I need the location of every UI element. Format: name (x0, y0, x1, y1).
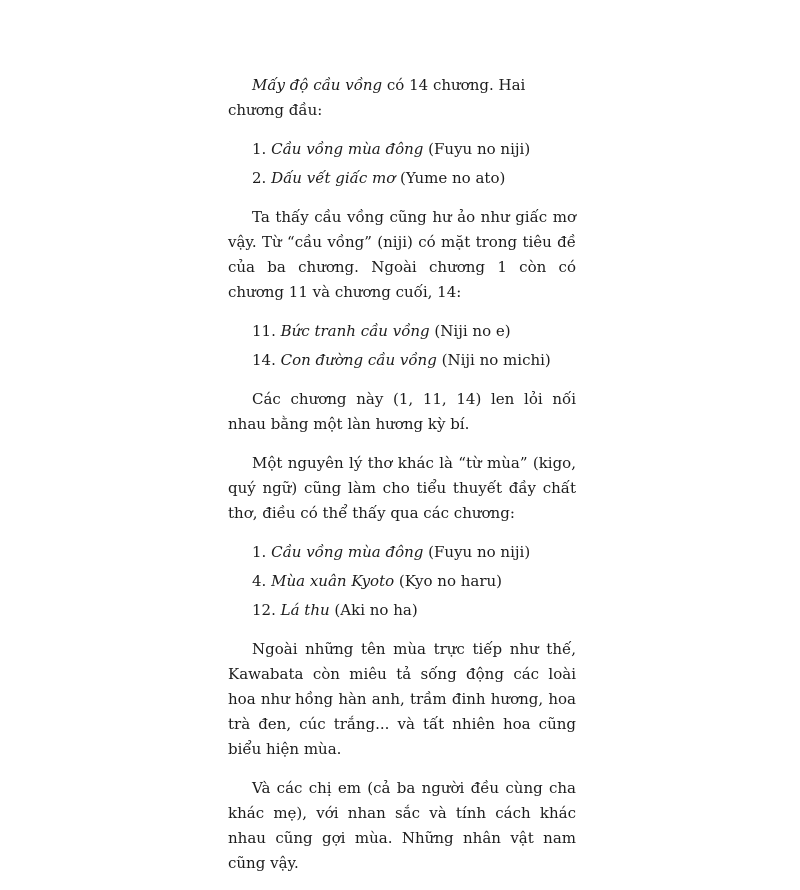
text-column (228, 73, 576, 890)
chapter-number: 1. (252, 140, 272, 158)
chapter-number: 4. (252, 572, 272, 590)
chapter-title: Mùa xuân Kyoto (271, 572, 395, 590)
chapter-original-title: (Yume no ato) (395, 169, 506, 187)
list-item (228, 348, 576, 373)
list-item (228, 540, 576, 565)
chapter-title: Lá thu (280, 601, 330, 619)
chapter-original-title: (Niji no e) (429, 322, 511, 340)
chapter-original-title: (Aki no ha) (329, 601, 418, 619)
list-item (228, 166, 576, 191)
list-item (228, 598, 576, 623)
chapter-list-2 (228, 319, 576, 373)
chapter-number: 12. (252, 601, 281, 619)
paragraph-chapters-linked: Các chương này (1, 11, 14) len lỏi nối nhau bằng một làn hương kỳ bí. (228, 390, 576, 433)
chapter-title: Con đường cầu vồng (280, 351, 437, 369)
chapter-list-3 (228, 540, 576, 623)
chapter-number: 11. (252, 322, 281, 340)
paragraph-flowers: Ngoài những tên mùa trực tiếp như thế, Kawabata còn miêu tả sống động các loài hoa như hồng hàn anh, trầm đinh hương, hoa trà đen, cúc trắng... và tất nhiên hoa cũng biểu hiện mùa. (228, 640, 576, 758)
paragraph-season-words: Một nguyên lý thơ khác là “từ mùa” (kigo, quý ngữ) cũng làm cho tiểu thuyết đầy chất thơ, điều có thể thấy qua các chương: (228, 454, 576, 522)
chapter-title: Cầu vồng mùa đông (271, 140, 424, 158)
intro-paragraph (228, 73, 576, 123)
chapter-number: 1. (252, 543, 272, 561)
chapter-number: 14. (252, 351, 281, 369)
paragraph-sisters: Và các chị em (cả ba người đều cùng cha khác mẹ), với nhan sắc và tính cách khác nhau cũng gợi mùa. Những nhân vật nam cũng vậy. (228, 779, 576, 872)
book-title: Mấy độ cầu vồng (252, 76, 383, 94)
chapter-original-title: (Fuyu no niji) (423, 140, 531, 158)
chapter-list-1 (228, 137, 576, 191)
chapter-original-title: (Fuyu no niji) (423, 543, 531, 561)
chapter-title: Dấu vết giấc mơ (271, 169, 396, 187)
chapter-title: Cầu vồng mùa đông (271, 543, 424, 561)
chapter-original-title: (Niji no michi) (436, 351, 551, 369)
list-item (228, 137, 576, 162)
paragraph-rainbow: Ta thấy cầu vồng cũng hư ảo như giấc mơ vậy. Từ “cầu vồng” (niji) có mặt trong tiêu đề của ba chương. Ngoài chương 1 còn có chương 11 và chương cuối, 14: (228, 208, 576, 301)
chapter-original-title: (Kyo no haru) (394, 572, 503, 590)
chapter-title: Bức tranh cầu vồng (280, 322, 430, 340)
list-item (228, 319, 576, 344)
chapter-number: 2. (252, 169, 272, 187)
list-item (228, 569, 576, 594)
intro-text: có 14 chương. Hai chương đầu: (228, 76, 526, 119)
